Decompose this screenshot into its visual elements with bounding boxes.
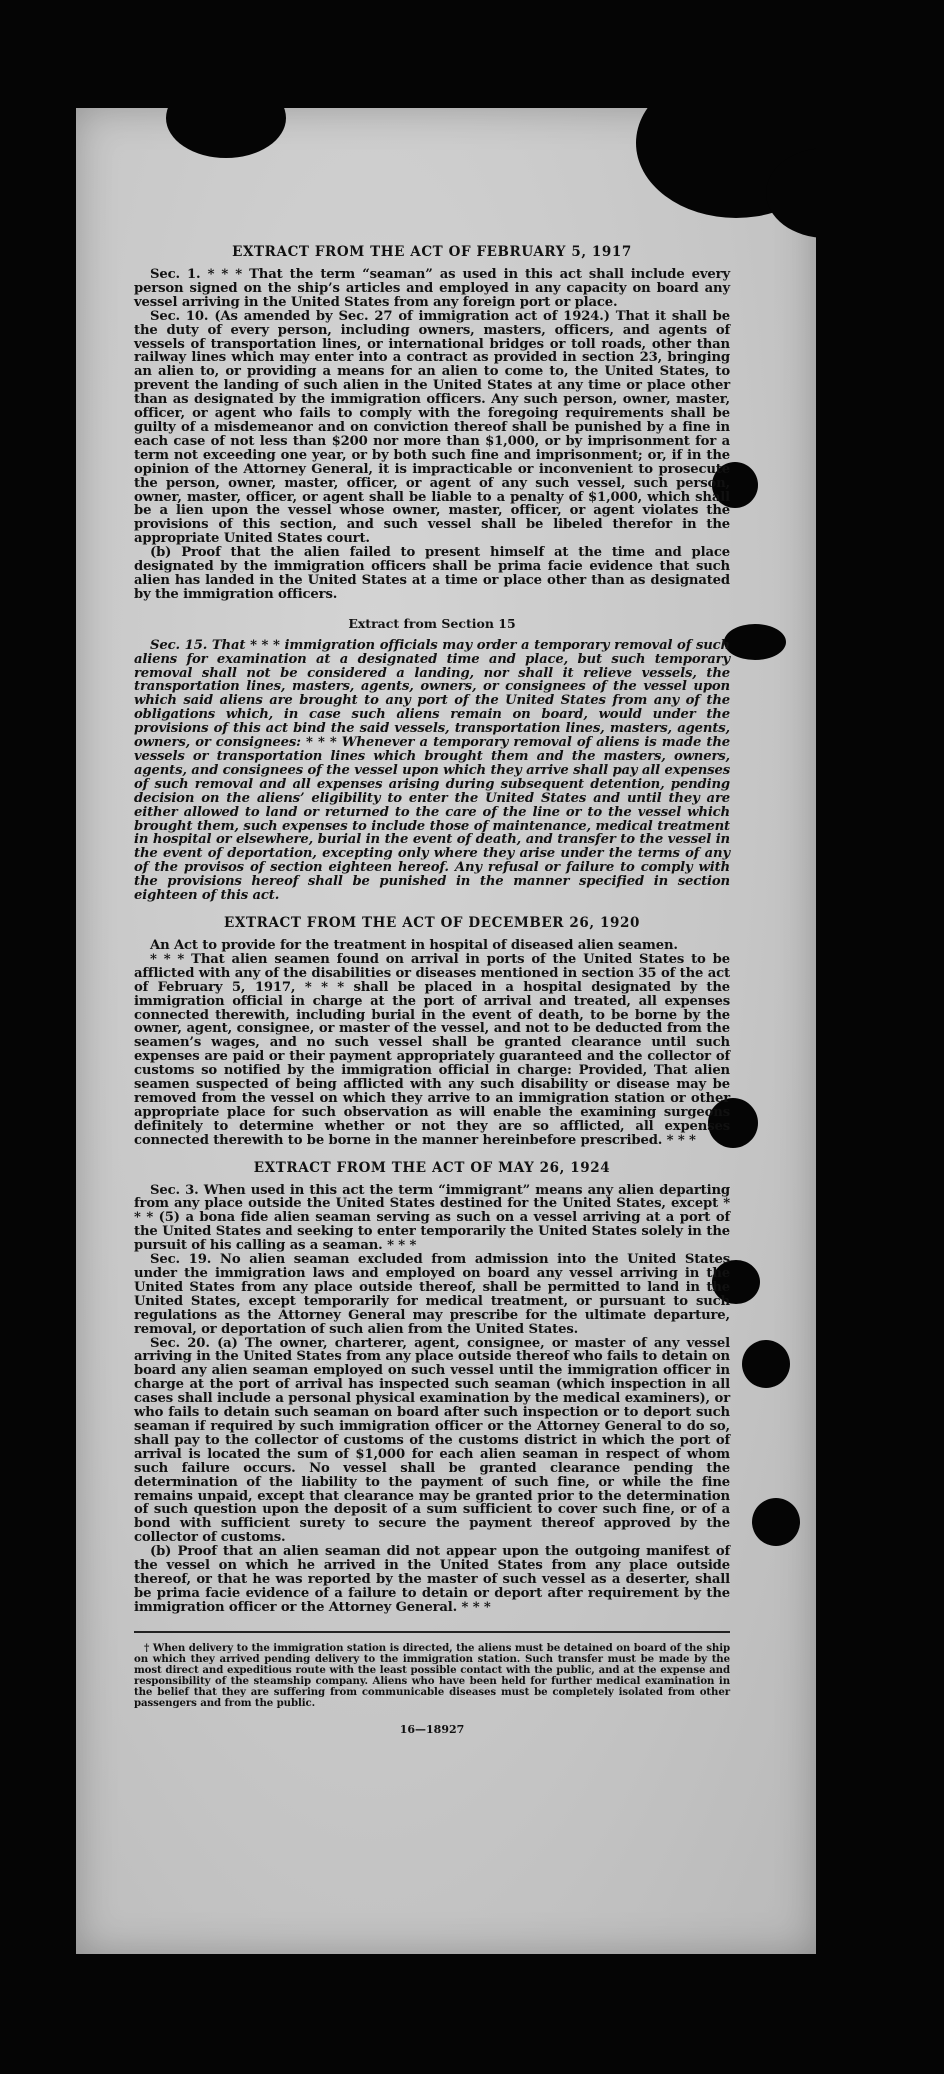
heading-section-15: Extract from Section 15 — [348, 615, 516, 631]
heading-act-1920: EXTRACT FROM THE ACT OF DECEMBER 26, 1920 — [224, 914, 640, 931]
paragraph-1917-sec10: Sec. 10. (As amended by Sec. 27 of immigration act of 1924.) That it shall be the duty of every person, including owners, masters, officers, and agents of vessels of transportation lines, or international bridges or toll roads, other than railway lines which may enter into a contract as provided in section 23, bringing an alien to, or providing a means for an alien to come to, the United States, to prevent the landing of such alien in the United States at any time or place other than as designated by the immigration officers. Any such person, owner, master, officer, or agent who fails to comply with the foregoing requirements shall be guilty of a misdemeanor and on conviction thereof shall be punished by a fine in each case of not less than $200 nor more than $1,000, or by imprisonment for a term not exceeding one year, or by both such fine and imprisonment; or, if in the opinion of the Attorney General, it is impracticable or inconvenient to prosecute the person, owner, master, officer, or agent of any such vessel, such person, owner, master, officer, or agent shall be liable to a penalty of $1,000, which shall be a lien upon the vessel whose owner, master, officer, or agent violates the provisions of this section, and such vessel shall be libeled therefor in the appropriate United States court. — [134, 308, 730, 547]
paragraph-1924-sec19: Sec. 19. No alien seaman excluded from admission into the United States under the immigration laws and employed on board any vessel arriving in the United States from any place outside thereof, shall be permitted to land in the United States, except temporarily for medical treatment, or pursuant to such regulations as the Attorney General may prescribe for the ultimate departure, removal, or deportation of such alien from the United States. — [134, 1252, 730, 1337]
paragraph-1917-sec1: Sec. 1. * * * That the term “seaman” as used in this act shall include every person signed on the ship’s articles and employed in any capacity on board any vessel arriving in the United States from any foreign port or place. — [134, 267, 730, 310]
paragraph-1920-body: * * * That alien seamen found on arrival in ports of the United States to be afflicted with any of the disabilities or diseases mentioned in section 35 of the act of February 5, 1917, * * * shall be placed in a hospital designated by the immigration official in charge at the port of arrival and treated, all expenses connected therewith, including burial in the event of death, to be borne by the owner, agent, consignee, or master of the vessel, and not to be deducted from the seamen’s wages, and no such vessel shall be granted clearance until such expenses are paid or their payment appropriately guaranteed and the collector of customs so notified by the immigration official in charge: Provided, That alien seamen suspected of being afflicted with any such disability or disease may be removed from the vessel on which they arrive to an immigration station or other appropriate place for such observation as will enable the examining surgeons definitely to determine whether or not they are so afflicted, all expenses connected therewith to be borne in the manner hereinbefore prescribed. * * * — [134, 951, 730, 1148]
document-page — [76, 108, 816, 1954]
heading-act-1917: EXTRACT FROM THE ACT OF FEBRUARY 5, 1917 — [232, 244, 632, 260]
paragraph-1920-title: An Act to provide for the treatment in hospital of diseased alien seamen. — [150, 937, 678, 953]
paragraph-1924-sec3: Sec. 3. When used in this act the term “immigrant” means any alien departing from any place outside the United States destined for the United States, except * * * (5) a bona fide alien seaman serving as such on a vessel arriving at a port of the United States and seeking to enter temporarily the United States solely in the pursuit of his calling as a seaman. * * * — [134, 1182, 730, 1254]
punch-hole-6 — [752, 1498, 800, 1546]
heading-act-1924: EXTRACT FROM THE ACT OF MAY 26, 1924 — [253, 1159, 611, 1176]
punch-hole-2 — [724, 624, 786, 660]
footnote: † When delivery to the immigration station is directed, the aliens must be detained on board of the ship on which they arrived pending delivery to the immigration station. Such transfer must be made by the most direct and expeditious route with the least possible contact with the public, and at the expense and responsibility of the steamship company. Aliens who have been held for further medical examination in the belief that they are suffering from communicable diseases must be completely isolated from other passengers and from the public. — [134, 1641, 730, 1709]
torn-edge-left — [166, 108, 286, 158]
footnote-divider — [134, 1631, 730, 1633]
page-code: 16—18927 — [399, 1722, 465, 1736]
paragraph-1924-sec20a: Sec. 20. (a) The owner, charterer, agent, consignee, or master of any vessel arriving in the United States from any place outside thereof who fails to detain on board any alien seaman employed on such vessel until the immigration officer in charge at the port of arrival has inspected such seaman (which inspection in all cases shall include a personal physical examination by the medical examiners), or who fails to detain such seaman on board after such inspection or to deport such seaman if required by such immigration officer or the Attorney General to do so, shall pay to the collector of customs of the customs district in which the port of arrival is located the sum of $1,000 for each alien seaman in respect of whom such failure occurs. No vessel shall be granted clearance pending the determination of the liability to the payment of such fine, or while the fine remains unpaid, except that clearance may be granted prior to the determination of such question upon the deposit of a sum sufficient to cover such fine, or of a bond with sufficient surety to secure the payment thereof approved by the collector of customs. — [134, 1335, 730, 1546]
paragraph-1924-sec20b: (b) Proof that an alien seaman did not appear upon the outgoing manifest of the vessel on which he arrived in the United States from any place outside thereof, or that he was reported by the master of such vessel as a deserter, shall be prima facie evidence of a failure to detain or deport after requirement by the immigration officer or the Attorney General. * * * — [134, 1544, 730, 1615]
paragraph-1917-b: (b) Proof that the alien failed to present himself at the time and place designated by the immigration officers shall be prima facie evidence that such alien has landed in the United States at a time or place other than as designated by the immigration officers. — [134, 545, 730, 602]
paragraph-sec15: Sec. 15. That * * * immigration officials may order a temporary removal of such aliens for examination at a designated time and place, but such temporary removal shall not be considered a landing, nor shall it relieve vessels, the transportation lines, masters, agents, owners, or consignees of the vessel upon which said aliens are brought to any port of the United States from any of the obligations which, in case such aliens remain on board, would under the provisions of this act bind the said vessels, transportation lines, masters, agents, owners, or consignees: * * * Whenever a temporary removal of aliens is made the vessels or transportation lines which brought them and the masters, owners, agents, and consignees of the vessel upon which they arrive shall pay all expenses of such removal and all expenses arising during subsequent detention, pending decision on the aliens’ eligibility to enter the United States and until they are either allowed to land or returned to the care of the line or to the vessel which brought them, such expenses to include those of maintenance, medical treatment in hospital or elsewhere, burial in the event of death, and transfer to the vessel in the event of deportation, excepting only where they arise under the terms of any of the provisos of section eighteen hereof. Any refusal or failure to comply with the provisions hereof shall be punished in the manner specified in section eighteen of this act. — [134, 637, 730, 904]
document-body — [134, 244, 730, 1736]
punch-hole-5 — [742, 1340, 790, 1388]
